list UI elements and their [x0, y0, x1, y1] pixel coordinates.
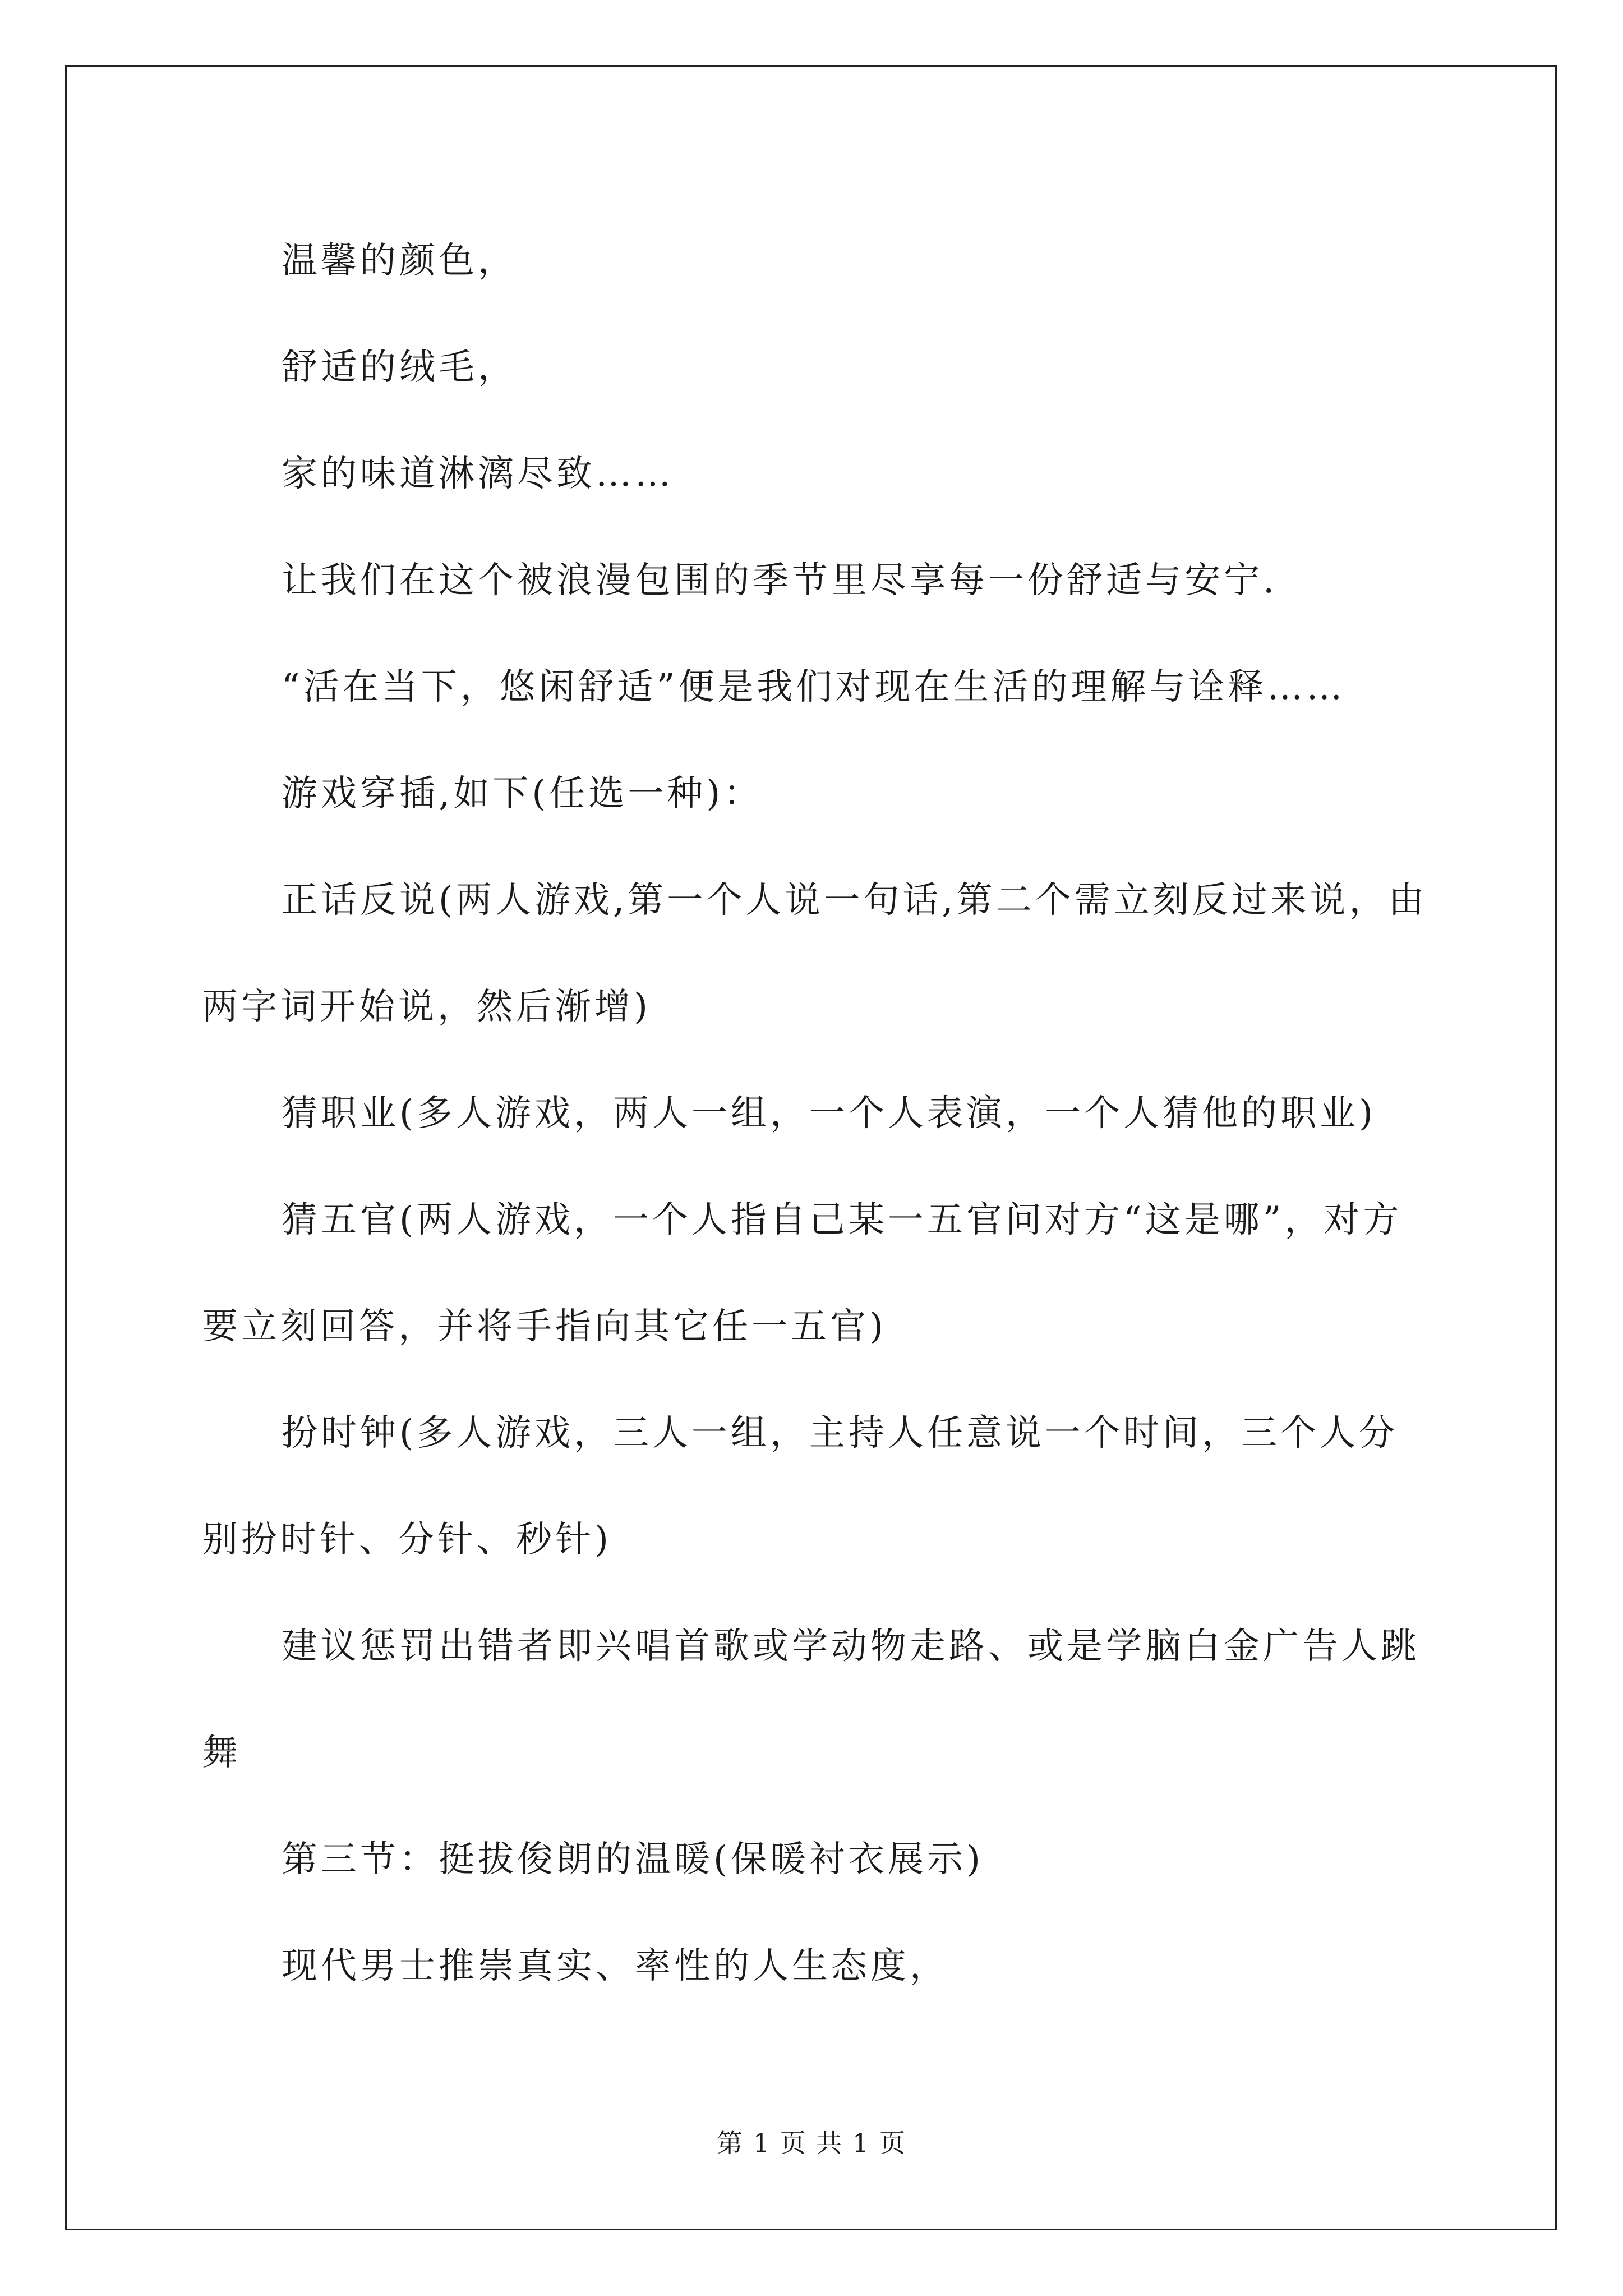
paragraph: 家的味道淋漓尽致……	[282, 453, 674, 495]
page-number-footer: 第 1 页 共 1 页	[717, 2128, 906, 2158]
paragraph: 猜五官(两人游戏，一个人指自己某一五官问对方“这是哪”，对方要立刻回答，并将手指向其它任一五官)	[202, 1199, 1403, 1347]
paragraph: 扮时钟(多人游戏，三人一组，主持人任意说一个时间，三个人分别扮时针、分针、秒针)	[202, 1412, 1398, 1561]
section-heading: 第三节：挺拔俊朗的温暖(保暖衬衣展示)	[282, 1839, 984, 1880]
paragraph: 让我们在这个被浪漫包围的季节里尽享每一份舒适与安宁.	[282, 560, 1278, 601]
paragraph: 正话反说(两人游戏,第一个人说一句话,第二个需立刻反过来说，由两字词开始说，然后渐增)	[202, 880, 1428, 1028]
paragraph: 游戏穿插,如下(任选一种)：	[282, 773, 763, 815]
paragraph: 猜职业(多人游戏，两人一组，一个人表演，一个人猜他的职业)	[282, 1093, 1376, 1134]
document-body	[202, 208, 1430, 2019]
paragraph: 温馨的颜色，	[282, 240, 517, 282]
paragraph: “活在当下，悠闲舒适”便是我们对现在生活的理解与诠释……	[282, 666, 1346, 708]
paragraph: 现代男士推崇真实、率性的人生态度，	[282, 1945, 949, 1987]
paragraph: 舒适的绒毛，	[282, 347, 517, 388]
paragraph: 建议惩罚出错者即兴唱首歌或学动物走路、或是学脑白金广告人跳舞	[202, 1626, 1420, 1774]
